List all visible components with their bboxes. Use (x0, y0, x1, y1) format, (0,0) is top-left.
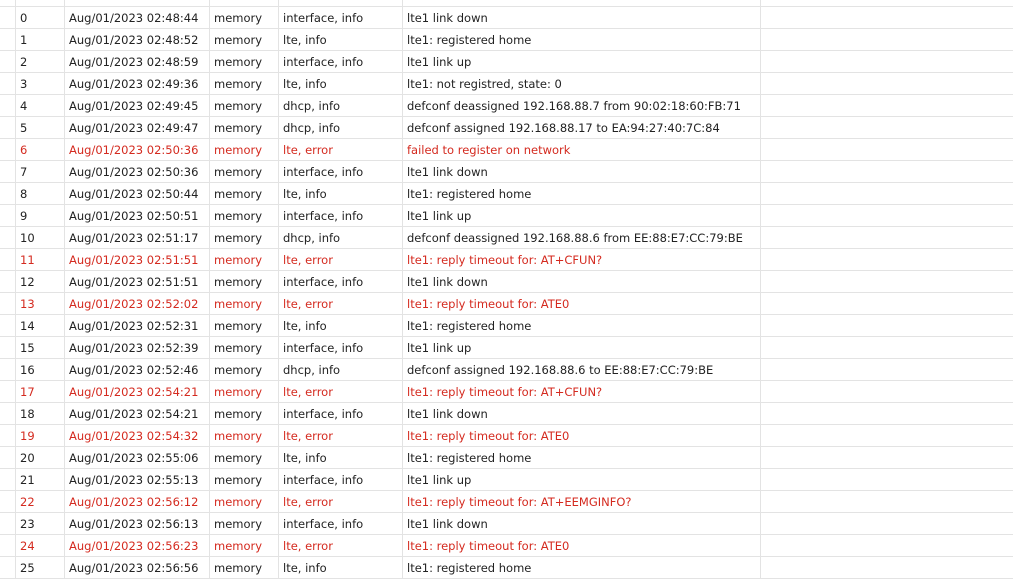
cell-num: 17 (16, 381, 65, 402)
table-row[interactable] (0, 183, 1013, 205)
cell-time: Aug/01/2023 02:56:13 (65, 513, 210, 534)
cell-message: lte1: reply timeout for: ATE0 (403, 425, 761, 446)
cell-num: 19 (16, 425, 65, 446)
cell-topics: lte, info (279, 73, 403, 94)
header-buffer[interactable] (210, 0, 279, 6)
cell-num: 2 (16, 51, 65, 72)
cell-message: defconf assigned 192.168.88.17 to EA:94:27:40:7C:84 (403, 117, 761, 138)
header-time[interactable] (65, 0, 210, 6)
row-gutter (0, 249, 16, 270)
table-row[interactable] (0, 469, 1013, 491)
cell-buffer: memory (210, 73, 279, 94)
cell-extra (761, 29, 1013, 50)
cell-extra (761, 337, 1013, 358)
cell-topics: lte, error (279, 293, 403, 314)
cell-extra (761, 139, 1013, 160)
cell-num: 13 (16, 293, 65, 314)
row-gutter (0, 117, 16, 138)
cell-extra (761, 73, 1013, 94)
cell-topics: lte, error (279, 381, 403, 402)
cell-buffer: memory (210, 337, 279, 358)
cell-extra (761, 469, 1013, 490)
cell-topics: lte, error (279, 139, 403, 160)
cell-topics: lte, error (279, 535, 403, 556)
cell-time: Aug/01/2023 02:52:31 (65, 315, 210, 336)
row-gutter (0, 359, 16, 380)
cell-extra (761, 117, 1013, 138)
table-row[interactable] (0, 117, 1013, 139)
cell-buffer: memory (210, 469, 279, 490)
cell-extra (761, 425, 1013, 446)
cell-extra (761, 249, 1013, 270)
cell-message: lte1 link down (403, 161, 761, 182)
cell-num: 22 (16, 491, 65, 512)
row-gutter (0, 557, 16, 578)
cell-num: 18 (16, 403, 65, 424)
cell-topics: interface, info (279, 337, 403, 358)
row-gutter (0, 381, 16, 402)
cell-time: Aug/01/2023 02:48:59 (65, 51, 210, 72)
cell-message: lte1: registered home (403, 315, 761, 336)
cell-extra (761, 513, 1013, 534)
cell-buffer: memory (210, 249, 279, 270)
cell-time: Aug/01/2023 02:52:39 (65, 337, 210, 358)
table-row[interactable] (0, 447, 1013, 469)
row-gutter (0, 227, 16, 248)
cell-topics: interface, info (279, 7, 403, 28)
cell-buffer: memory (210, 161, 279, 182)
row-gutter (0, 139, 16, 160)
row-gutter (0, 535, 16, 556)
log-rows (0, 7, 1013, 579)
cell-time: Aug/01/2023 02:50:36 (65, 161, 210, 182)
cell-message: lte1 link up (403, 337, 761, 358)
cell-time: Aug/01/2023 02:49:45 (65, 95, 210, 116)
cell-buffer: memory (210, 381, 279, 402)
cell-num: 23 (16, 513, 65, 534)
cell-extra (761, 447, 1013, 468)
cell-time: Aug/01/2023 02:51:51 (65, 249, 210, 270)
cell-buffer: memory (210, 557, 279, 578)
table-row[interactable] (0, 491, 1013, 513)
cell-topics: interface, info (279, 469, 403, 490)
cell-extra (761, 293, 1013, 314)
cell-num: 16 (16, 359, 65, 380)
cell-extra (761, 7, 1013, 28)
table-row[interactable] (0, 73, 1013, 95)
row-gutter (0, 491, 16, 512)
row-gutter (0, 51, 16, 72)
row-gutter (0, 293, 16, 314)
cell-topics: lte, info (279, 315, 403, 336)
cell-time: Aug/01/2023 02:49:36 (65, 73, 210, 94)
cell-time: Aug/01/2023 02:51:17 (65, 227, 210, 248)
cell-time: Aug/01/2023 02:50:44 (65, 183, 210, 204)
row-gutter (0, 73, 16, 94)
cell-topics: lte, error (279, 249, 403, 270)
cell-topics: dhcp, info (279, 359, 403, 380)
cell-time: Aug/01/2023 02:50:36 (65, 139, 210, 160)
cell-extra (761, 205, 1013, 226)
cell-buffer: memory (210, 139, 279, 160)
cell-buffer: memory (210, 227, 279, 248)
cell-message: lte1: registered home (403, 29, 761, 50)
cell-num: 7 (16, 161, 65, 182)
cell-extra (761, 227, 1013, 248)
cell-num: 9 (16, 205, 65, 226)
table-row[interactable] (0, 337, 1013, 359)
cell-num: 10 (16, 227, 65, 248)
row-gutter (0, 183, 16, 204)
cell-message: lte1 link up (403, 51, 761, 72)
table-row[interactable] (0, 29, 1013, 51)
cell-buffer: memory (210, 535, 279, 556)
cell-buffer: memory (210, 271, 279, 292)
cell-buffer: memory (210, 293, 279, 314)
cell-message: lte1 link down (403, 403, 761, 424)
cell-num: 11 (16, 249, 65, 270)
row-gutter (0, 161, 16, 182)
cell-num: 20 (16, 447, 65, 468)
table-row[interactable] (0, 249, 1013, 271)
cell-num: 8 (16, 183, 65, 204)
cell-buffer: memory (210, 29, 279, 50)
cell-time: Aug/01/2023 02:50:51 (65, 205, 210, 226)
cell-message: lte1 link up (403, 469, 761, 490)
cell-message: defconf deassigned 192.168.88.6 from EE:88:E7:CC:79:BE (403, 227, 761, 248)
row-gutter (0, 425, 16, 446)
cell-topics: lte, info (279, 29, 403, 50)
cell-extra (761, 271, 1013, 292)
table-row[interactable] (0, 513, 1013, 535)
cell-topics: interface, info (279, 513, 403, 534)
row-gutter (0, 403, 16, 424)
cell-message: lte1: registered home (403, 447, 761, 468)
cell-topics: interface, info (279, 161, 403, 182)
table-row[interactable] (0, 535, 1013, 557)
table-row[interactable] (0, 359, 1013, 381)
table-row[interactable] (0, 95, 1013, 117)
cell-message: lte1: reply timeout for: AT+CFUN? (403, 381, 761, 402)
row-gutter (0, 271, 16, 292)
cell-topics: interface, info (279, 271, 403, 292)
cell-buffer: memory (210, 447, 279, 468)
row-gutter (0, 205, 16, 226)
cell-message: lte1 link down (403, 271, 761, 292)
cell-extra (761, 51, 1013, 72)
table-row[interactable] (0, 381, 1013, 403)
cell-extra (761, 557, 1013, 578)
cell-message: lte1 link down (403, 7, 761, 28)
cell-topics: lte, info (279, 557, 403, 578)
cell-buffer: memory (210, 491, 279, 512)
cell-extra (761, 403, 1013, 424)
cell-message: lte1: reply timeout for: ATE0 (403, 535, 761, 556)
table-row[interactable] (0, 271, 1013, 293)
cell-topics: dhcp, info (279, 95, 403, 116)
cell-buffer: memory (210, 183, 279, 204)
header-topics[interactable] (279, 0, 403, 6)
cell-buffer: memory (210, 117, 279, 138)
cell-time: Aug/01/2023 02:55:13 (65, 469, 210, 490)
cell-buffer: memory (210, 205, 279, 226)
table-row[interactable] (0, 293, 1013, 315)
cell-extra (761, 491, 1013, 512)
cell-time: Aug/01/2023 02:54:21 (65, 403, 210, 424)
cell-num: 14 (16, 315, 65, 336)
cell-num: 21 (16, 469, 65, 490)
cell-buffer: memory (210, 359, 279, 380)
cell-num: 25 (16, 557, 65, 578)
row-gutter (0, 447, 16, 468)
cell-num: 1 (16, 29, 65, 50)
table-row[interactable] (0, 557, 1013, 579)
row-gutter (0, 7, 16, 28)
table-row[interactable] (0, 205, 1013, 227)
cell-extra (761, 359, 1013, 380)
cell-buffer: memory (210, 403, 279, 424)
row-gutter (0, 29, 16, 50)
cell-topics: dhcp, info (279, 227, 403, 248)
cell-message: lte1: reply timeout for: ATE0 (403, 293, 761, 314)
cell-time: Aug/01/2023 02:54:21 (65, 381, 210, 402)
cell-time: Aug/01/2023 02:52:46 (65, 359, 210, 380)
table-row[interactable] (0, 161, 1013, 183)
cell-time: Aug/01/2023 02:48:52 (65, 29, 210, 50)
cell-time: Aug/01/2023 02:56:23 (65, 535, 210, 556)
header-num[interactable] (16, 0, 65, 6)
cell-buffer: memory (210, 425, 279, 446)
cell-message: failed to register on network (403, 139, 761, 160)
header-message[interactable] (403, 0, 761, 6)
cell-topics: interface, info (279, 51, 403, 72)
cell-message: lte1: not registred, state: 0 (403, 73, 761, 94)
cell-time: Aug/01/2023 02:51:51 (65, 271, 210, 292)
cell-topics: lte, info (279, 183, 403, 204)
cell-extra (761, 95, 1013, 116)
cell-buffer: memory (210, 95, 279, 116)
cell-time: Aug/01/2023 02:52:02 (65, 293, 210, 314)
cell-time: Aug/01/2023 02:56:56 (65, 557, 210, 578)
cell-message: lte1 link down (403, 513, 761, 534)
cell-topics: lte, info (279, 447, 403, 468)
cell-num: 24 (16, 535, 65, 556)
table-row[interactable] (0, 7, 1013, 29)
row-gutter (0, 513, 16, 534)
cell-time: Aug/01/2023 02:55:06 (65, 447, 210, 468)
cell-buffer: memory (210, 315, 279, 336)
cell-num: 0 (16, 7, 65, 28)
cell-extra (761, 315, 1013, 336)
cell-num: 5 (16, 117, 65, 138)
cell-message: lte1: registered home (403, 557, 761, 578)
row-gutter (0, 95, 16, 116)
cell-extra (761, 161, 1013, 182)
row-gutter (0, 315, 16, 336)
row-gutter (0, 469, 16, 490)
row-gutter (0, 337, 16, 358)
header-extra (761, 0, 1013, 6)
cell-message: defconf deassigned 192.168.88.7 from 90:02:18:60:FB:71 (403, 95, 761, 116)
cell-message: lte1: reply timeout for: AT+CFUN? (403, 249, 761, 270)
cell-extra (761, 183, 1013, 204)
cell-num: 3 (16, 73, 65, 94)
cell-num: 15 (16, 337, 65, 358)
table-row[interactable] (0, 51, 1013, 73)
cell-message: lte1: registered home (403, 183, 761, 204)
cell-time: Aug/01/2023 02:56:12 (65, 491, 210, 512)
cell-topics: interface, info (279, 205, 403, 226)
table-row[interactable] (0, 315, 1013, 337)
cell-message: lte1 link up (403, 205, 761, 226)
table-row[interactable] (0, 425, 1013, 447)
cell-time: Aug/01/2023 02:54:32 (65, 425, 210, 446)
table-row[interactable] (0, 227, 1013, 249)
cell-message: lte1: reply timeout for: AT+EEMGINFO? (403, 491, 761, 512)
table-header (0, 0, 1013, 7)
cell-num: 12 (16, 271, 65, 292)
cell-buffer: memory (210, 7, 279, 28)
cell-extra (761, 381, 1013, 402)
cell-topics: dhcp, info (279, 117, 403, 138)
cell-topics: lte, error (279, 491, 403, 512)
table-row[interactable] (0, 403, 1013, 425)
cell-buffer: memory (210, 51, 279, 72)
cell-topics: lte, error (279, 425, 403, 446)
cell-num: 6 (16, 139, 65, 160)
table-row[interactable] (0, 139, 1013, 161)
cell-extra (761, 535, 1013, 556)
cell-time: Aug/01/2023 02:48:44 (65, 7, 210, 28)
cell-num: 4 (16, 95, 65, 116)
cell-topics: interface, info (279, 403, 403, 424)
cell-message: defconf assigned 192.168.88.6 to EE:88:E7:CC:79:BE (403, 359, 761, 380)
cell-time: Aug/01/2023 02:49:47 (65, 117, 210, 138)
cell-buffer: memory (210, 513, 279, 534)
